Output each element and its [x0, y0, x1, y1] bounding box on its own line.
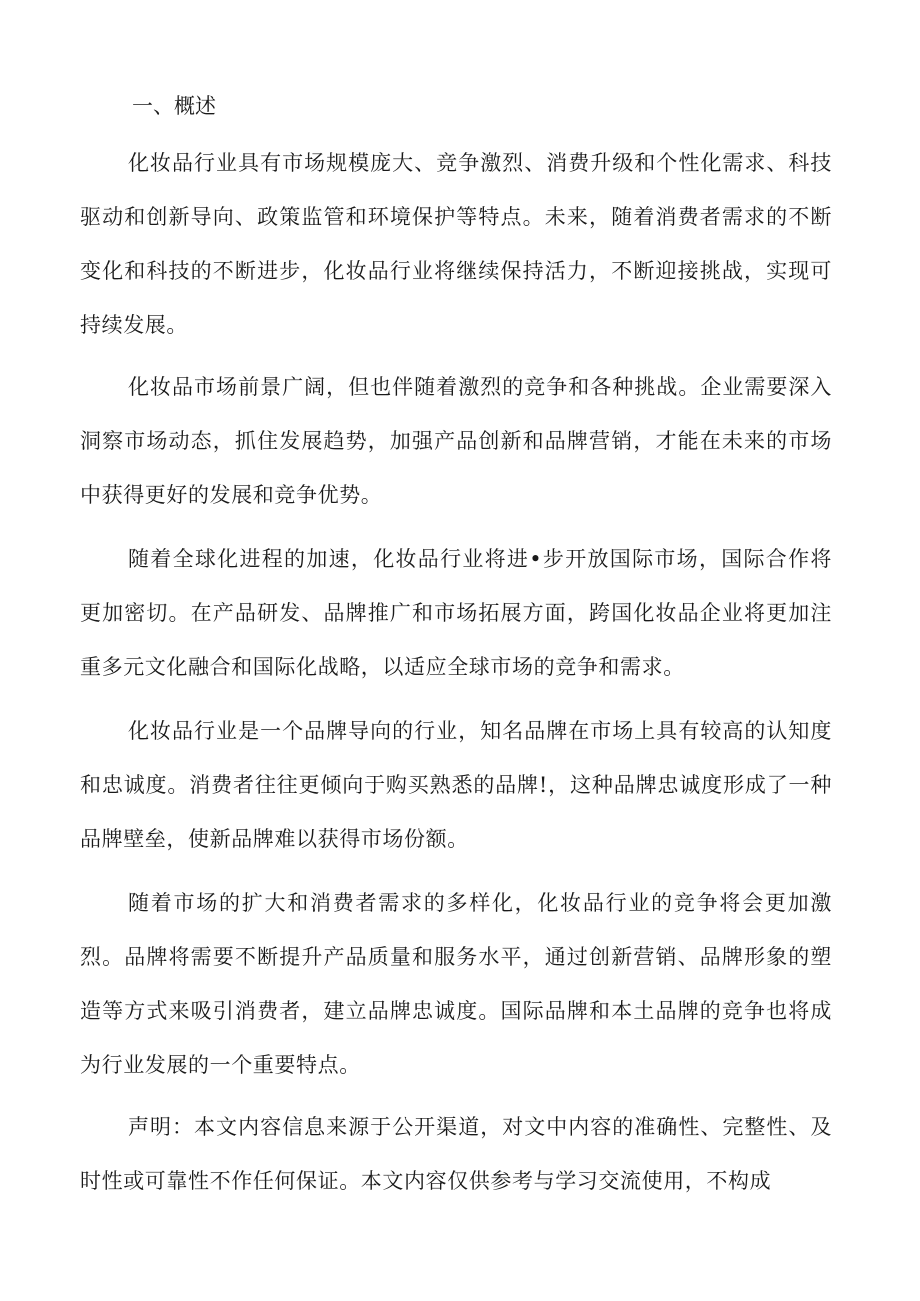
section-heading: 一、概述	[132, 94, 216, 118]
paragraph-disclaimer: 声明：本文内容信息来源于公开渠道，对文中内容的准确性、完整性、及时性或可靠性不作任何保证。本文内容仅供参考与学习交流使用，不构成	[80, 1115, 832, 1193]
paragraph-overview: 化妆品行业具有市场规模庞大、竞争激烈、消费升级和个性化需求、科技驱动和创新导向、政策监管和环境保护等特点。未来，随着消费者需求的不断变化和科技的不断进步，化妆品行业将继续保持活力，不断迎接挑战，实现可持续发展。	[80, 151, 832, 337]
paragraph-market-outlook: 化妆品市场前景广阔，但也伴随着激烈的竞争和各种挑战。企业需要深入洞察市场动态，抓住发展趋势，加强产品创新和品牌营销，才能在未来的市场中获得更好的发展和竞争优势。	[80, 375, 832, 507]
paragraph-competition: 随着市场的扩大和消费者需求的多样化，化妆品行业的竞争将会更加激烈。品牌将需要不断提升产品质量和服务水平，通过创新营销、品牌形象的塑造等方式来吸引消费者，建立品牌忠诚度。国际品牌和本土品牌的竞争也将成为行业发展的一个重要特点。	[80, 891, 832, 1077]
paragraph-globalization: 随着全球化进程的加速，化妆品行业将进•步开放国际市场，国际合作将更加密切。在产品研发、品牌推广和市场拓展方面，跨国化妆品企业将更加注重多元文化融合和国际化战略，以适应全球市场的竞争和需求。	[80, 547, 832, 679]
paragraph-brand-orientation: 化妆品行业是一个品牌导向的行业，知名品牌在市场上具有较高的认知度和忠诚度。消费者往往更倾向于购买熟悉的品牌!，这种品牌忠诚度形成了一种品牌壁垒，使新品牌难以获得市场份额。	[80, 719, 832, 851]
